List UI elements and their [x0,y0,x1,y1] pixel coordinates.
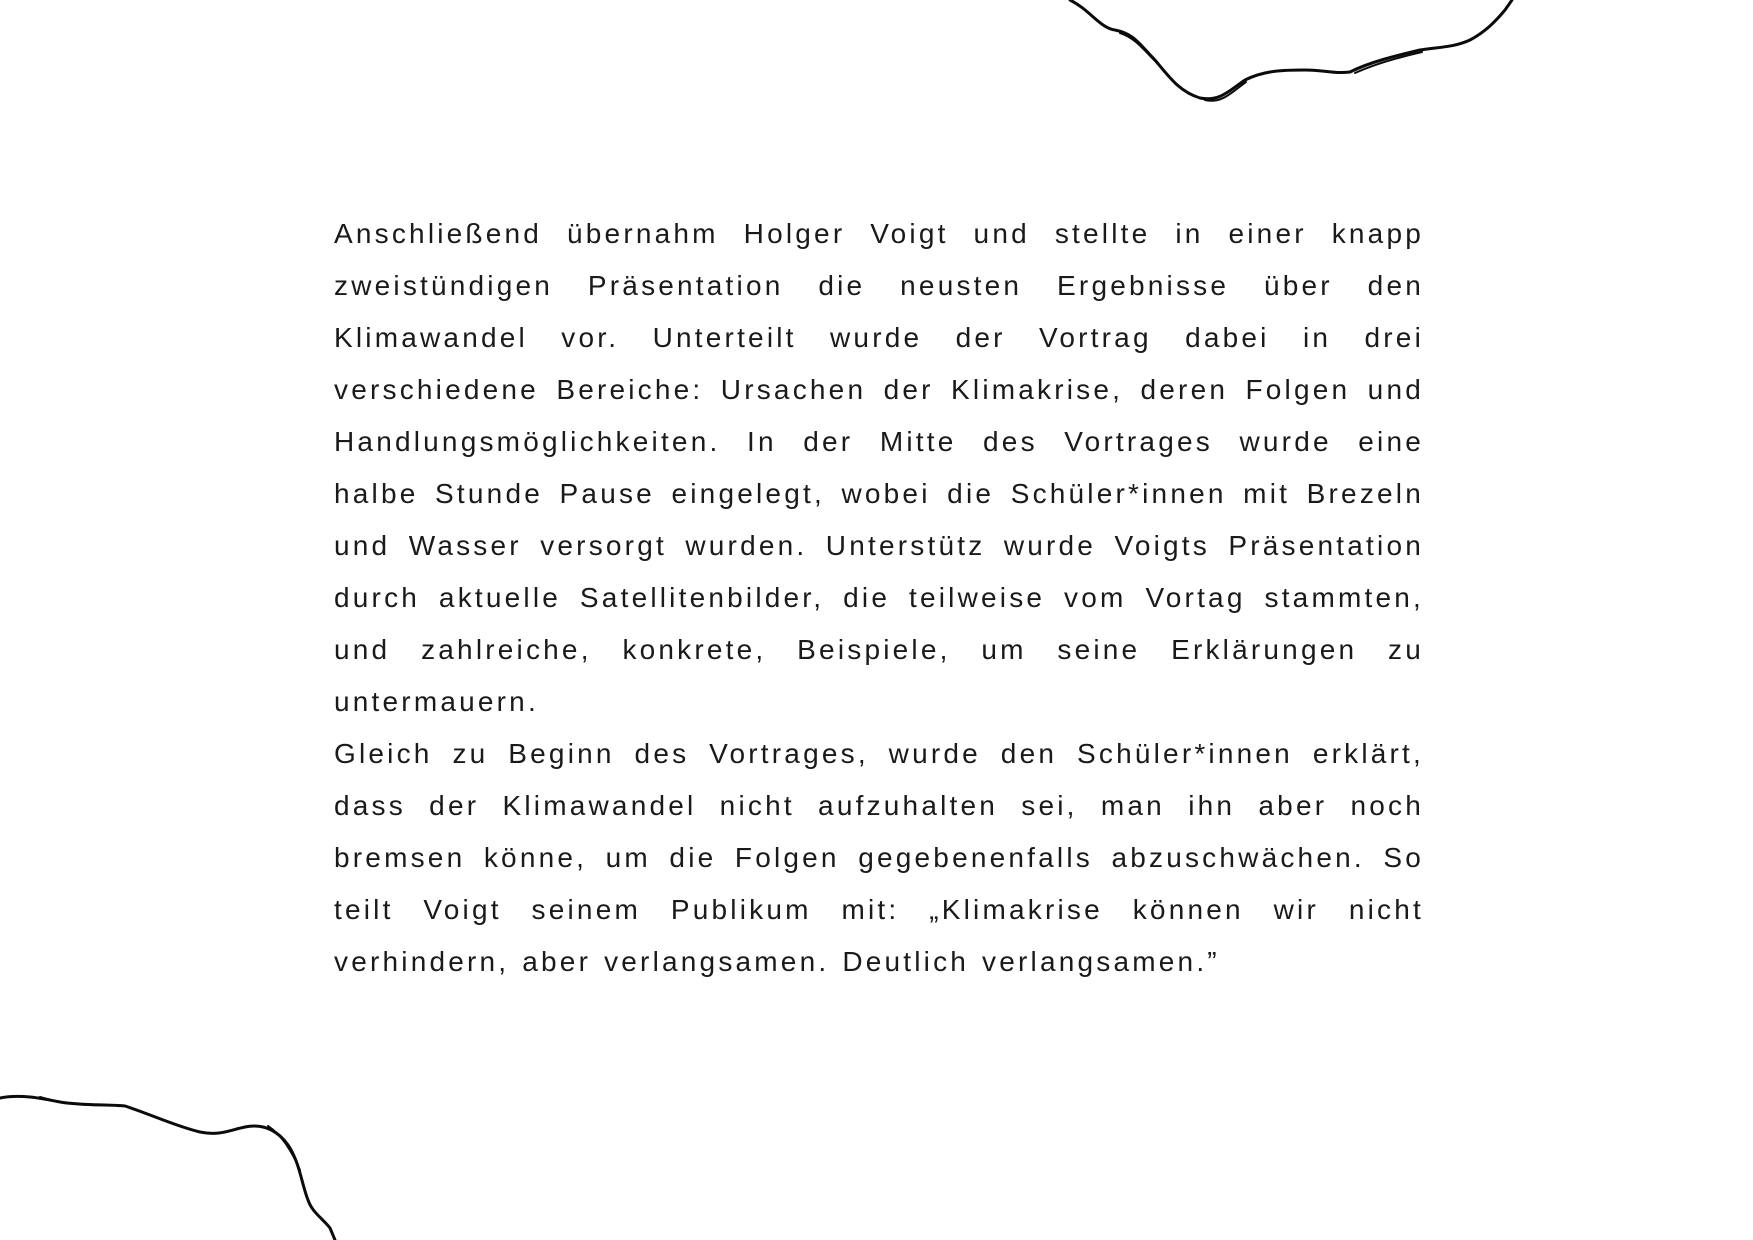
bottom-left-wavy-line [0,1096,335,1240]
bottom-left-wavy-line-thick [40,1097,300,1170]
top-right-wavy-line-thick [1120,33,1422,101]
top-right-wavy-line [1070,0,1512,99]
article-body [334,208,1424,988]
paragraph-1: Anschließend übernahm Holger Voigt und stellte in einer knapp zweistündigen Präsentation die neusten Ergebnisse über den Klimawandel vor. Unterteilt wurde der Vortrag dabei in drei verschiedene Bereiche: Ursachen der Klimakrise, deren Folgen und Handlungsmöglichkeiten. In der Mitte des Vortrages wurde eine halbe Stunde Pause eingelegt, wobei die Schüler*innen mit Brezeln und Wasser versorgt wurden. Unterstütz wurde Voigts Präsentation durch aktuelle Satellitenbilder, die teilweise vom Vortag stammten, und zahlreiche, konkrete, Beispiele, um seine Erklärungen zu untermauern. [334,218,1424,717]
paragraph-2: Gleich zu Beginn des Vortrages, wurde den Schüler*innen erklärt, dass der Klimawandel nicht aufzuhalten sei, man ihn aber noch bremsen könne, um die Folgen gegebenenfalls abzuschwächen. So teilt Voigt seinem Publikum mit: „Klimakrise können wir nicht verhindern, aber verlangsamen. Deutlich verlangsamen.” [334,738,1424,977]
